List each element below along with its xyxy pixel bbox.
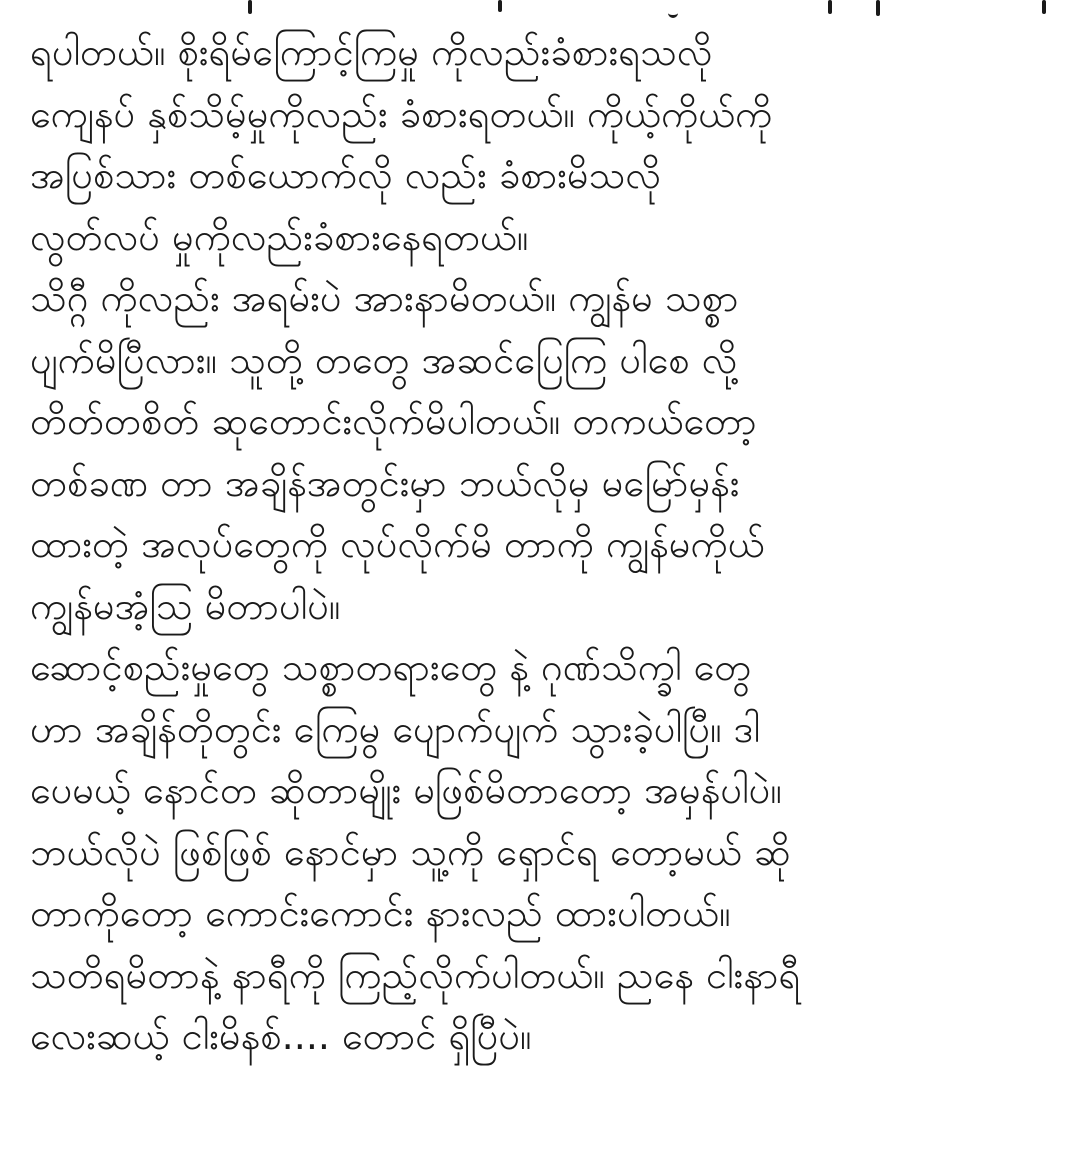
text-line: ပေမယ့် နောင်တ ဆိုတာမျိုး မဖြစ်မိတာတော့ အမှန်ပါပဲ။ bbox=[30, 768, 782, 812]
cropped-glyph-fragment bbox=[1042, 0, 1046, 14]
text-line: ကျွန်မအံ့ဩ မိတာပါပဲ။ bbox=[30, 583, 341, 628]
text-line: ပျက်မိပြီလား။ သူတို့ တတွေ အဆင်ပြေကြ ပါစေ လို့ bbox=[30, 337, 738, 382]
cropped-glyph-fragment bbox=[828, 0, 832, 14]
text-line: လွတ်လပ် မှုကိုလည်းခံစားနေရတယ်။ bbox=[30, 214, 529, 259]
cropped-glyph-fragment bbox=[876, 0, 880, 16]
text-line: တစ်ခဏ တာ အချိန်အတွင်းမှာ ဘယ်လိုမှ မမြော်မှန်း bbox=[30, 460, 740, 505]
text-line: ဟာ အချိန်တိုတွင်း ကြေမွ ပျောက်ပျက် သွားခဲ့ပါပြီ။ ဒါ bbox=[30, 706, 761, 751]
text-line: အပြစ်သား တစ်ယောက်လို လည်း ခံစားမိသလို bbox=[30, 153, 661, 197]
text-line: တာကိုတော့ ကောင်းကောင်း နားလည် ထားပါတယ်။ bbox=[30, 891, 731, 935]
text-line: ဘယ်လိုပဲ ဖြစ်ဖြစ် နောင်မှာ သူ့ကို ရှောင်ရ တော့မယ် ဆို bbox=[30, 829, 791, 874]
text-line: လေးဆယ့် ငါးမိနစ်.... တောင် ရှိပြီပဲ။ bbox=[30, 1014, 532, 1058]
article-text bbox=[30, 22, 1060, 1068]
cropped-glyph-fragment bbox=[498, 0, 502, 12]
text-line: ဆောင့်စည်းမှုတွေ သစ္စာတရားတွေ နဲ့ ဂုဏ်သိက္ခါ တွေ bbox=[30, 645, 752, 689]
text-line: ထားတဲ့ အလုပ်တွေကို လုပ်လိုက်မိ တာကို ကျွန်မကိုယ် bbox=[30, 522, 765, 566]
text-line: သိဂ္ဂီ ကိုလည်း အရမ်းပဲ အားနာမိတယ်။ ကျွန်မ သစ္စာ bbox=[30, 276, 739, 320]
text-line: ကျေနပ် နှစ်သိမ့်မှုကိုလည်း ခံစားရတယ်။ ကိုယ့်ကိုယ်ကို bbox=[30, 91, 773, 136]
cropped-text-fragments bbox=[28, 0, 1058, 20]
cropped-glyph-fragment bbox=[248, 0, 252, 14]
text-line: ရပါတယ်။ စိုးရိမ်ကြောင့်ကြမှု ကိုလည်းခံစားရသလို bbox=[30, 30, 713, 74]
text-line: သတိရမိတာနဲ့ နာရီကို ကြည့်လိုက်ပါတယ်။ ညနေ ငါးနာရီ bbox=[30, 952, 801, 997]
text-line: တိတ်တစိတ် ဆုတောင်းလိုက်မိပါတယ်။ တကယ်တော့ bbox=[30, 399, 757, 443]
cropped-glyph-fragment bbox=[668, 0, 678, 18]
